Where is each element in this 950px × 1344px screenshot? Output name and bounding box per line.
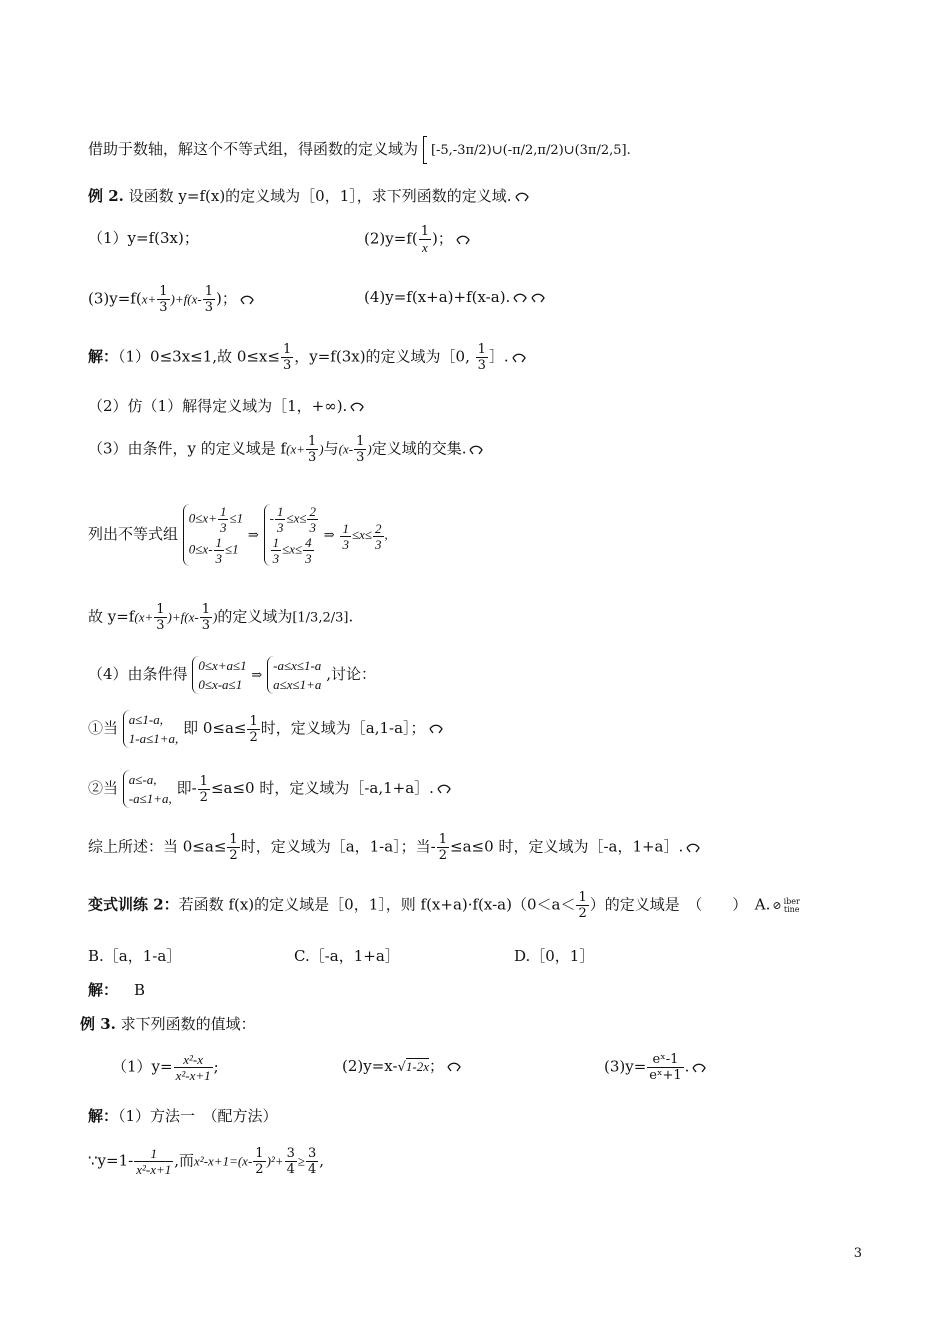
example-text: 求下列函数的值域： (115, 1015, 256, 1033)
math-expr: , (319, 1151, 325, 1170)
exercise-text: 若函数 f(x)的定义域是［0，1］，则 f(x+a)·f(x-a)（0＜a＜ (178, 895, 576, 914)
example-text: 设函数 y=f(x)的定义域为［0，1］，求下列函数的定义域. (123, 187, 512, 205)
exercise-2 (88, 890, 800, 921)
fraction: $\frac{1}{3}$ (215, 535, 223, 566)
fraction: $\frac{\text{eˣ-1}}{\text{eˣ+1}}$ (649, 1052, 682, 1083)
fraction: $\frac{1}{3}$ (307, 434, 317, 465)
example-2-heading (88, 186, 530, 206)
option-text: C.［-a，1+a］ (294, 947, 400, 965)
question-text: (3)y= (604, 1057, 647, 1076)
math-expr: 0≤x- (188, 541, 213, 557)
q1-text: （1）y=f(3x)； (88, 229, 199, 247)
sub-question-1 (88, 228, 199, 248)
system-row (270, 535, 319, 566)
fraction: $\frac{1}{3}$ (282, 342, 292, 373)
option-c (294, 946, 400, 966)
option-d (514, 946, 594, 966)
solution-conclusion-3 (88, 602, 353, 633)
inequality-system (267, 656, 321, 694)
sub-question-4 (364, 287, 546, 307)
solution-part-4 (88, 650, 376, 700)
fraction: $\frac{1}{2}$ (249, 713, 258, 745)
math-expr: ≥ (297, 1153, 305, 1169)
return-mark-icon (514, 192, 530, 202)
return-mark-icon (530, 293, 546, 303)
interval-expression: [1/3,2/3] (292, 610, 349, 626)
case-1 (88, 706, 444, 750)
example-label: 例 3. (80, 1015, 116, 1033)
sub-question-2 (364, 224, 471, 255)
fraction: $\frac{1}{3}$ (201, 602, 210, 633)
q2-text: (2)y=f( (364, 229, 418, 248)
option-b (88, 946, 181, 966)
solution-text: ,讨论： (326, 665, 376, 683)
question-text: ; (213, 1057, 219, 1076)
return-mark-icon (468, 445, 484, 455)
solution-method-1 (88, 1106, 278, 1126)
return-mark-icon (239, 295, 255, 305)
exercise-label: 变式训练 2： (88, 895, 179, 914)
fraction: $\frac{1}{3}$ (477, 342, 486, 373)
sqrt-sign: √ (397, 1060, 406, 1075)
implies-arrow: ⇒ (323, 528, 335, 543)
empty-set-icon: ⊘ (772, 898, 782, 912)
solution-text: 与 (323, 439, 339, 458)
fraction: $\frac{1}{3}$ (342, 520, 349, 552)
fraction: $\frac{3}{4}$ (307, 1146, 317, 1177)
fraction: $\frac{1}{2}$ (438, 832, 448, 863)
fraction: $\frac{1}{x}$ (420, 224, 429, 255)
question-text: (2)y=x- (342, 1057, 398, 1075)
fraction: $\frac{\text{x²-x}}{\text{x²-x+1}}$ (175, 1052, 211, 1083)
fraction: $\frac{1}{2}$ (199, 773, 208, 805)
solution-text: ，y=f(3x)的定义域为［0, (294, 347, 475, 366)
inequality-system (123, 710, 179, 748)
case-2 (88, 766, 452, 810)
math-expr: ) (319, 441, 324, 457)
solution-text: （4）由条件得 (88, 665, 188, 683)
solution-text: ≤a≤0 时，定义域为［-a,1+a］. (210, 779, 434, 797)
interval-expression: [-5,-3π/2)∪(-π/2,π/2)∪(3π/2,5]. (430, 142, 631, 158)
system-row: a≤1-a, (128, 712, 164, 727)
case-label: ①当 (88, 719, 119, 737)
fraction: $\frac{1}{2}$ (578, 890, 587, 921)
fraction: $\frac{1}{3}$ (276, 504, 284, 535)
fraction: $\frac{2}{3}$ (309, 504, 316, 535)
system-row (189, 504, 243, 535)
return-mark-icon (691, 1063, 707, 1073)
option-text: B.［a，1-a］ (88, 947, 182, 965)
question-text: . (684, 1057, 690, 1076)
inequality-system-line (88, 496, 388, 574)
example-3-q2 (342, 1056, 462, 1078)
math-expr: ) (212, 609, 218, 625)
solution-derivation (88, 1146, 324, 1177)
example-3-q3 (604, 1052, 707, 1083)
inequality-system (192, 656, 246, 694)
example-3-heading (80, 1014, 256, 1034)
system-row (270, 504, 319, 535)
return-mark-icon (511, 353, 527, 363)
math-expr: )+f(x- (167, 609, 199, 625)
return-mark-icon (455, 235, 471, 245)
conclusion (339, 520, 388, 552)
system-row: 0≤x-a≤1 (198, 677, 243, 692)
summary-line (88, 832, 701, 863)
implies-arrow: ⇒ (247, 528, 259, 543)
solution-text: （3）由条件，y 的定义域是 f (88, 439, 287, 458)
return-mark-icon (436, 784, 452, 794)
solution-text: （1）0≤3x≤1,故 0≤x≤ (118, 347, 280, 366)
math-expr: ≤1 (229, 510, 244, 526)
solution-text: ,而 (174, 1151, 195, 1170)
garbled-label: iber tine (783, 896, 800, 914)
domain-interval-math (423, 143, 631, 158)
fraction: $\frac{1}{3}$ (272, 535, 280, 566)
return-mark-icon (512, 293, 528, 303)
math-expr: 0≤x+ (188, 510, 217, 526)
answer-text: B (134, 981, 146, 999)
fraction: $\frac{3}{4}$ (286, 1146, 295, 1177)
fraction: $\frac{1}{\text{x²-x+1}}$ (136, 1146, 172, 1177)
system-row (189, 535, 243, 566)
fraction: $\frac{1}{3}$ (356, 434, 365, 465)
q4-text: (4)y=f(x+a)+f(x-a). (364, 288, 511, 306)
solution-text: 综上所述：当 0≤a≤ (88, 837, 227, 856)
example-label: 例 2. (88, 187, 124, 205)
example-3-q1 (112, 1052, 219, 1083)
text-line-1 (88, 136, 631, 164)
solution-part-2 (88, 396, 365, 416)
fraction: $\frac{2}{3}$ (375, 520, 382, 552)
fraction: $\frac{1}{3}$ (159, 284, 168, 315)
radicand: 1-2x (405, 1059, 429, 1074)
line-text: 借助于数轴，解这个不等式组，得函数的定义域为 (88, 140, 419, 158)
q3-expr: )+f(x- (170, 291, 202, 307)
solution-text: ∵y=1- (88, 1151, 134, 1170)
math-expr: , (384, 527, 388, 542)
fraction: $\frac{1}{2}$ (255, 1146, 264, 1177)
sub-question-3 (88, 284, 255, 315)
solution-part-1 (88, 342, 527, 373)
inequality-system (264, 504, 319, 566)
solution-text: 时，定义域为［a，1-a］；当- (240, 837, 436, 856)
solution-text: 故 y=f (88, 607, 135, 626)
solution-text: （1）方法一 （配方法） (118, 1107, 278, 1125)
fraction: $\frac{4}{3}$ (305, 535, 312, 566)
fraction: $\frac{1}{3}$ (156, 602, 165, 633)
q3-expr: x+ (141, 291, 157, 307)
exercise-answer (88, 980, 145, 1000)
math-expr: ≤x≤ (282, 541, 303, 557)
math-expr: (x+ (134, 609, 154, 625)
solution-text: ］. (488, 347, 509, 366)
solution-text: 即- (176, 779, 197, 797)
fraction: $\frac{1}{2}$ (229, 832, 238, 863)
question-text: （1）y= (112, 1057, 173, 1076)
solution-text: 即 0≤a≤ (183, 719, 247, 737)
inequality-system (183, 504, 243, 566)
page-number: 3 (853, 1246, 862, 1261)
math-expr: ≤x≤ (286, 510, 307, 526)
solution-part-3 (88, 434, 484, 465)
fraction: $\frac{1}{3}$ (219, 504, 227, 535)
fraction: $\frac{1}{3}$ (204, 284, 213, 315)
math-expr: (x- (338, 441, 354, 457)
math-expr: x²-x+1=(x- (194, 1153, 253, 1169)
system-row: -a≤x≤1-a (273, 658, 322, 673)
system-label: 列出不等式组 (88, 525, 179, 543)
exercise-text: ）的定义域是 （ ） A. (589, 895, 771, 914)
math-expr: ) (367, 441, 372, 457)
return-mark-icon (685, 843, 701, 853)
math-expr: (x+ (286, 441, 305, 457)
return-mark-icon (446, 1062, 462, 1072)
solution-text: （2）仿（1）解得定义域为［1，+∞). (88, 397, 348, 415)
case-label: ②当 (88, 779, 119, 797)
solution-text: 时，定义域为［a,1-a］； (260, 719, 426, 737)
option-text: D.［0，1］ (514, 947, 595, 965)
q2-tail: )； (431, 229, 453, 248)
system-row: 0≤x+a≤1 (198, 658, 247, 673)
math-expr: ≤x≤ (351, 527, 372, 542)
solution-text: 定义域的交集. (371, 439, 467, 458)
solution-label: 解： (88, 981, 119, 999)
system-row: 1-a≤1+a, (128, 731, 179, 746)
math-expr: ≤1 (225, 541, 239, 557)
system-row: a≤x≤1+a (273, 677, 322, 692)
system-row: a≤-a, (128, 772, 157, 787)
question-text: ； (428, 1057, 444, 1075)
solution-text: ≤a≤0 时，定义域为［-a，1+a］. (450, 837, 684, 856)
implies-arrow: ⇒ (251, 668, 263, 683)
solution-label: 解： (88, 347, 119, 366)
return-mark-icon (349, 402, 365, 412)
math-expr: . (348, 607, 354, 626)
inequality-system (123, 770, 172, 808)
solution-label: 解： (88, 1107, 119, 1125)
math-expr: - (269, 510, 274, 526)
solution-text: 的定义域为 (217, 607, 293, 626)
system-row: -a≤1+a, (128, 791, 172, 806)
q3-tail: )； (215, 289, 237, 308)
return-mark-icon (428, 724, 444, 734)
q3-text: (3)y=f( (88, 289, 142, 308)
math-expr: )²+ (266, 1153, 284, 1169)
